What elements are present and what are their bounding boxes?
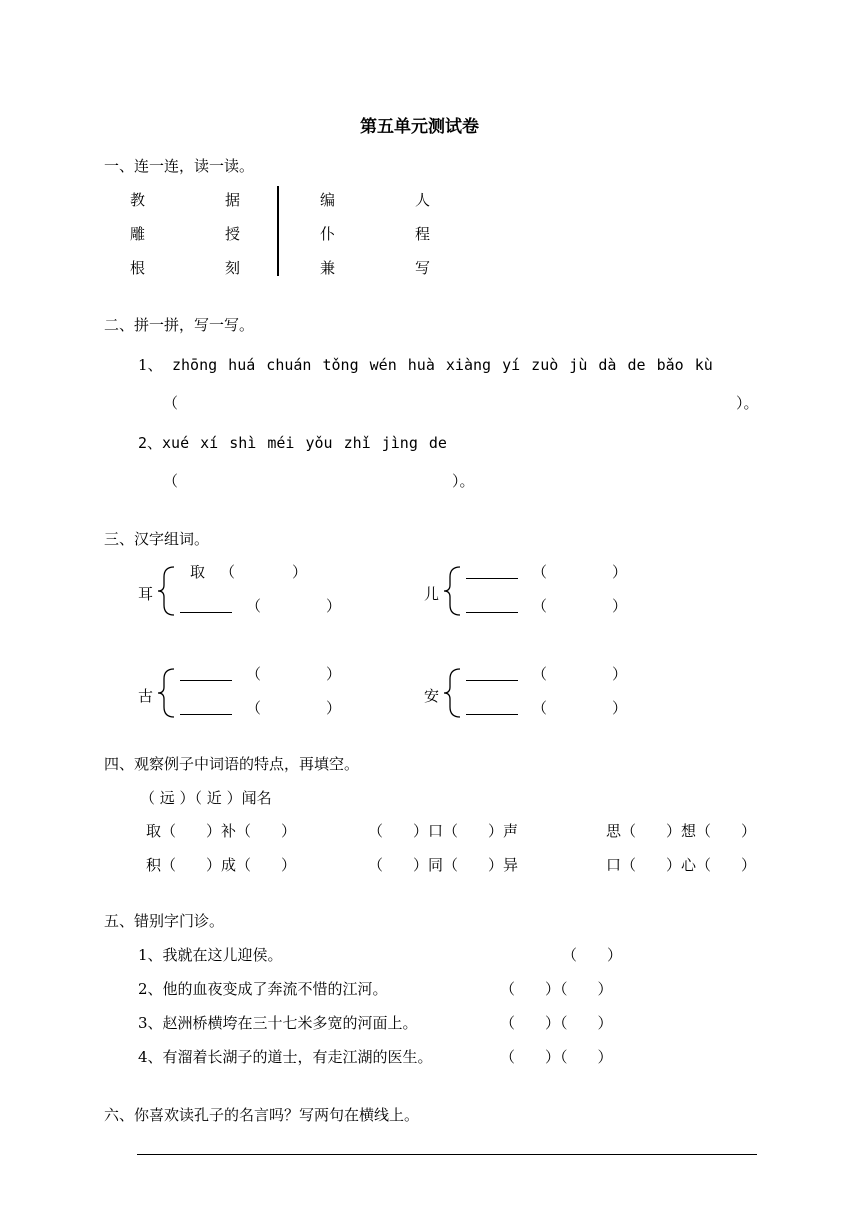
match-right-2-2: 程 [415,225,431,243]
match-right-1-1: 编 [320,191,336,209]
word-group-gu-paren-1-open: （ [246,665,262,683]
match-left-2-2: 授 [225,225,241,243]
answer-line[interactable] [137,1154,757,1155]
word-group-gu-blank-1[interactable] [180,680,232,681]
typo-item-2: 2、他的血夜变成了奔流不惜的江河。 [138,980,388,998]
word-group-er2-paren-1-open: （ [532,563,548,581]
word-group-er2-paren-2-close: ） [612,597,628,615]
match-right-2-3: 写 [415,259,431,277]
typo-item-3: 3、赵洲桥横垮在三十七米多宽的河面上。 [138,1014,418,1032]
match-right-2-1: 人 [415,191,431,209]
word-group-er2-paren-2-open: （ [532,597,548,615]
word-group-an-paren-2-open: （ [532,699,548,717]
page-title: 第五单元测试卷 [360,117,479,137]
match-right-1-3: 兼 [320,259,336,277]
word-group-an-blank-1[interactable] [466,680,518,681]
word-group-char-er: 耳 [138,585,154,603]
word-group-gu-paren-2-open: （ [246,699,262,717]
word-group-er-paren-1-close: ） [292,563,308,581]
match-left-2-3: 刻 [225,259,241,277]
word-group-char-gu: 古 [138,687,154,705]
section-6-heading: 六、你喜欢读孔子的名言吗？写两句在横线上。 [104,1106,420,1124]
word-group-char-er2: 儿 [424,585,440,603]
idiom-row2-item1: 积（ ）成（ ） [146,856,297,874]
pinyin-q1: zhōng huá chuán tǒng wén huà xiàng yí zuò jù dà de bǎo kù [172,356,713,374]
brace-an [442,667,462,719]
match-left-2-1: 据 [225,191,241,209]
brace-gu [156,667,176,719]
brace-er [156,565,176,617]
match-left-1-3: 根 [130,259,146,277]
match-left-1-1: 教 [130,191,146,209]
word-group-er-paren-1-open: （ [220,563,236,581]
word-group-char-an: 安 [424,687,440,705]
typo-item-4: 4、有溜着长湖子的道士，有走江湖的医生。 [138,1048,433,1066]
word-group-an-blank-2[interactable] [466,714,518,715]
brace-er2 [442,565,462,617]
word-group-er-blank[interactable] [180,612,232,613]
word-group-er-given-char: 取 [190,563,206,581]
match-divider [277,186,279,276]
pinyin-q2-close-paren: ）。 [452,472,475,490]
section-1-heading: 一、连一连，读一读。 [104,157,255,175]
section-5-heading: 五、错别字门诊。 [104,912,225,930]
pinyin-q2-open-paren: （ [163,472,179,490]
idiom-example: （ 远 ）（ 近 ）闻名 [140,789,272,807]
pinyin-q1-open-paren: （ [163,394,179,412]
section-3-heading: 三、汉字组词。 [104,530,210,548]
section-2-heading: 二、拼一拼，写一写。 [104,316,255,334]
section-4-heading: 四、观察例子中词语的特点，再填空。 [104,755,360,773]
typo-item-2-paren: （ ）（ ） [500,980,613,998]
typo-item-1-paren: （ ） [562,946,623,964]
match-left-1-2: 雕 [130,225,146,243]
pinyin-q1-number: 1、 [138,356,163,374]
typo-item-4-paren: （ ）（ ） [500,1048,613,1066]
pinyin-q2: 2、xué xí shì méi yǒu zhǐ jìng de [138,434,447,452]
match-right-1-2: 仆 [320,225,336,243]
word-group-er2-blank-2[interactable] [466,612,518,613]
word-group-gu-paren-2-close: ） [326,699,342,717]
word-group-gu-blank-2[interactable] [180,714,232,715]
word-group-an-paren-2-close: ） [612,699,628,717]
word-group-er2-blank-1[interactable] [466,578,518,579]
idiom-row2-item2: （ ）同（ ）异 [368,856,519,874]
word-group-er2-paren-1-close: ） [612,563,628,581]
typo-item-1: 1、我就在这儿迎侯。 [138,946,283,964]
typo-item-3-paren: （ ）（ ） [500,1014,613,1032]
idiom-row1-item2: （ ）口（ ）声 [368,822,519,840]
pinyin-q1-close-paren: ）。 [736,394,759,412]
word-group-gu-paren-1-close: ） [326,665,342,683]
idiom-row2-item3: 口（ ）心（ ） [606,856,757,874]
idiom-row1-item3: 思（ ）想（ ） [606,822,757,840]
word-group-an-paren-1-open: （ [532,665,548,683]
idiom-row1-item1: 取（ ）补（ ） [146,822,297,840]
word-group-er-paren-2-open: （ [246,597,262,615]
word-group-er-paren-2-close: ） [326,597,342,615]
word-group-an-paren-1-close: ） [612,665,628,683]
